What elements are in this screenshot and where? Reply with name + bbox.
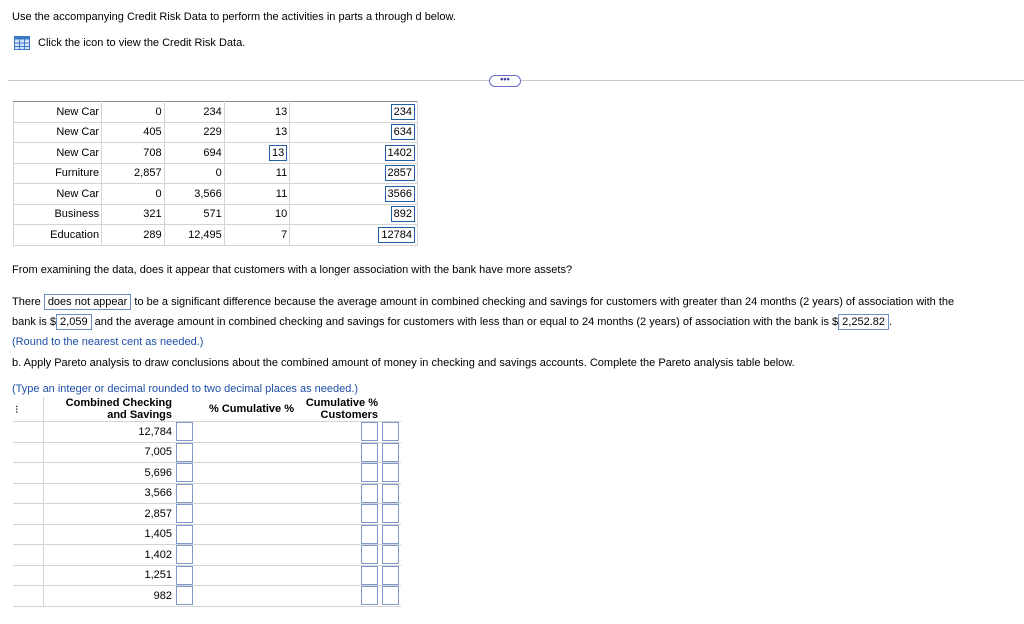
cum-customers-input[interactable]: [382, 484, 399, 503]
cum-customers-input-cell: [380, 524, 401, 545]
pct-input[interactable]: [176, 525, 193, 544]
cum-pct-input-cell: [296, 442, 380, 463]
savings-cell: [164, 184, 224, 205]
months-cell-value: 13: [274, 126, 288, 139]
answer-text-4: and the average amount in combined checking and savings for customers with less than or equal to 24 months (2 years) of association with the bank is $: [94, 316, 839, 328]
savings-cell: [164, 163, 224, 184]
checking-cell-value: 708: [143, 146, 162, 159]
months-cell: [224, 225, 289, 246]
purpose-cell-value: New Car: [56, 105, 100, 118]
months-cell-value: 11: [275, 187, 288, 200]
months-cell: [224, 163, 289, 184]
cum-pct-input[interactable]: [361, 443, 378, 462]
combined-cell: [290, 122, 418, 143]
purpose-cell-value: New Car: [56, 126, 100, 139]
checking-cell: [102, 122, 164, 143]
cum-pct-input[interactable]: [361, 422, 378, 441]
pareto-row: [13, 524, 401, 545]
pct-input-cell: [174, 545, 296, 566]
combined-cell: [290, 204, 418, 225]
credit-risk-data-table: [13, 101, 418, 246]
cum-customers-input-cell: [380, 442, 401, 463]
data-row: [14, 225, 418, 246]
savings-cell: [164, 225, 224, 246]
checking-cell-value: 321: [143, 208, 162, 221]
cum-customers-input[interactable]: [382, 545, 399, 564]
combined-cell: [290, 225, 418, 246]
savings-cell-value: 0: [215, 167, 222, 180]
data-row: [14, 143, 418, 164]
combined-cell-value[interactable]: 1402: [385, 145, 415, 161]
more-options-button[interactable]: •••: [489, 75, 521, 87]
pareto-row: [13, 504, 401, 525]
combined-value: 3,566: [44, 483, 175, 504]
avg-greater-24-input[interactable]: 2,059: [56, 314, 92, 330]
cum-customers-input[interactable]: [382, 443, 399, 462]
purpose-cell: [14, 122, 102, 143]
pareto-row: [13, 545, 401, 566]
cum-pct-input[interactable]: [361, 586, 378, 605]
combined-value: 1,402: [44, 545, 175, 566]
checking-cell: [102, 163, 164, 184]
combined-cell-value[interactable]: 892: [391, 206, 415, 222]
pct-input-cell: [174, 504, 296, 525]
row-spacer: [13, 463, 44, 484]
pareto-table: [13, 397, 401, 607]
purpose-cell: [14, 204, 102, 225]
months-cell-value: 13: [274, 105, 288, 118]
savings-cell: [164, 204, 224, 225]
pct-input-cell: [174, 565, 296, 586]
cum-pct-input-cell: [296, 422, 380, 443]
pct-input-cell: [174, 442, 296, 463]
combined-value: 1,405: [44, 524, 175, 545]
cum-pct-input[interactable]: [361, 463, 378, 482]
combined-cell: [290, 163, 418, 184]
combined-cell-value[interactable]: 3566: [385, 186, 415, 202]
months-cell-value: 7: [281, 228, 288, 241]
answer-text-3: bank is $: [12, 316, 57, 328]
savings-cell-value: 694: [203, 146, 222, 159]
checking-cell: [102, 204, 164, 225]
months-cell-value[interactable]: 13: [269, 145, 287, 161]
checking-cell: [102, 225, 164, 246]
header-customers: [296, 397, 380, 422]
pareto-row: [13, 463, 401, 484]
input-hint: (Type an integer or decimal rounded to two decimal places as needed.): [12, 383, 359, 395]
pct-input[interactable]: [176, 566, 193, 585]
avg-less-24-input[interactable]: 2,252.82: [838, 314, 889, 330]
pct-input[interactable]: [176, 443, 193, 462]
months-cell: [224, 102, 289, 123]
row-spacer: [13, 442, 44, 463]
combined-cell: [290, 184, 418, 205]
cum-pct-input-cell: [296, 504, 380, 525]
row-spacer: [13, 545, 44, 566]
checking-cell-value: 0: [155, 105, 162, 118]
credit-risk-link-text[interactable]: Click the icon to view the Credit Risk Data.: [38, 37, 246, 49]
combined-value: 982: [44, 586, 175, 607]
combined-cell-value[interactable]: 234: [391, 104, 415, 120]
cum-customers-input[interactable]: [382, 463, 399, 482]
cum-pct-input[interactable]: [361, 566, 378, 585]
header-combined: [44, 397, 175, 422]
question-b-text: b. Apply Pareto analysis to draw conclusions about the combined amount of money in checking and savings accounts. Complete the Pareto analysis table below.: [12, 357, 795, 369]
purpose-cell: [14, 102, 102, 123]
months-cell-value: 10: [274, 208, 288, 221]
savings-cell-value: 229: [203, 126, 222, 139]
months-cell-value: 11: [275, 167, 288, 180]
cum-pct-input-cell: [296, 586, 380, 607]
cum-pct-input-cell: [296, 565, 380, 586]
row-spacer: [13, 524, 44, 545]
row-spacer: [13, 586, 44, 607]
data-row: [14, 204, 418, 225]
cum-customers-input-cell: [380, 463, 401, 484]
cum-customers-input[interactable]: [382, 504, 399, 523]
checking-cell-value: 405: [143, 126, 162, 139]
checking-cell-value: 289: [143, 228, 162, 241]
row-spacer: [13, 565, 44, 586]
cum-customers-input[interactable]: [382, 586, 399, 605]
cum-customers-input[interactable]: [382, 422, 399, 441]
checking-cell-value: 0: [155, 187, 162, 200]
row-spacer: [13, 504, 44, 525]
pareto-row: [13, 483, 401, 504]
purpose-cell-value: Education: [50, 228, 100, 241]
pct-input[interactable]: [176, 422, 193, 441]
cum-pct-input-cell: [296, 524, 380, 545]
pct-input[interactable]: [176, 463, 193, 482]
checking-cell: [102, 143, 164, 164]
cum-pct-input-cell: [296, 483, 380, 504]
data-row: [14, 122, 418, 143]
pct-input[interactable]: [176, 484, 193, 503]
association-dropdown[interactable]: does not appear: [44, 294, 132, 310]
header-combined-line1: Combined Checking: [65, 397, 172, 409]
pct-input-cell: [174, 422, 296, 443]
cum-pct-input[interactable]: [361, 484, 378, 503]
purpose-cell-value: New Car: [56, 146, 100, 159]
header-combined-line2: and Savings: [107, 409, 172, 421]
pareto-row: [13, 565, 401, 586]
checking-cell: [102, 102, 164, 123]
cum-pct-input[interactable]: [361, 545, 378, 564]
row-marker: ⁝: [13, 397, 44, 422]
savings-cell-value: 234: [203, 105, 222, 118]
savings-cell: [164, 102, 224, 123]
combined-value: 5,696: [44, 463, 175, 484]
header-cumulative: % Cumulative %: [174, 397, 296, 422]
months-cell: [224, 122, 289, 143]
savings-cell: [164, 122, 224, 143]
data-row: [14, 184, 418, 205]
cum-customers-input-cell: [380, 586, 401, 607]
cum-pct-input-cell: [296, 545, 380, 566]
cum-pct-input[interactable]: [361, 504, 378, 523]
purpose-cell-value: Business: [54, 208, 100, 221]
answer-text-2: to be a significant difference because the average amount in combined checking and savings for customers with greater than 24 months (2 years) of association with the: [134, 296, 955, 308]
purpose-cell: [14, 163, 102, 184]
savings-cell: [164, 143, 224, 164]
header-customers-line1: Cumulative %: [305, 397, 378, 409]
checking-cell-value: 2,857: [134, 167, 162, 180]
purpose-cell-value: New Car: [56, 187, 100, 200]
combined-cell: [290, 143, 418, 164]
combined-value: 12,784: [44, 422, 175, 443]
months-cell: [224, 184, 289, 205]
header-customers-line2: Customers: [320, 409, 378, 421]
savings-cell-value: 12,495: [188, 228, 222, 241]
cum-customers-input-cell: [380, 504, 401, 525]
combined-value: 7,005: [44, 442, 175, 463]
months-cell: [224, 143, 289, 164]
purpose-cell: [14, 225, 102, 246]
months-cell: [224, 204, 289, 225]
combined-value: 2,857: [44, 504, 175, 525]
cum-customers-input-cell: [380, 422, 401, 443]
combined-cell: [290, 102, 418, 123]
pareto-row: [13, 422, 401, 443]
question-a-text: From examining the data, does it appear that customers with a longer association with the bank have more assets?: [12, 264, 573, 276]
pareto-row: [13, 442, 401, 463]
pct-input-cell: [174, 524, 296, 545]
pareto-row: [13, 586, 401, 607]
cum-customers-input[interactable]: [382, 566, 399, 585]
savings-cell-value: 571: [203, 208, 222, 221]
cum-pct-input-cell: [296, 463, 380, 484]
round-note: (Round to the nearest cent as needed.): [12, 336, 204, 348]
pct-input-cell: [174, 463, 296, 484]
purpose-cell: [14, 143, 102, 164]
savings-cell-value: 3,566: [194, 187, 222, 200]
data-row: [14, 163, 418, 184]
row-spacer: [13, 483, 44, 504]
data-row: [14, 102, 418, 123]
combined-cell-value[interactable]: 634: [391, 124, 415, 140]
answer-text-5: .: [888, 316, 893, 328]
cum-customers-input-cell: [380, 565, 401, 586]
combined-cell-value[interactable]: 2857: [385, 165, 415, 181]
answer-text-1: There: [12, 296, 41, 308]
purpose-cell: [14, 184, 102, 205]
pct-input-cell: [174, 483, 296, 504]
pct-input[interactable]: [176, 504, 193, 523]
cum-customers-input-cell: [380, 483, 401, 504]
cum-customers-input-cell: [380, 545, 401, 566]
combined-value: 1,251: [44, 565, 175, 586]
pct-input[interactable]: [176, 545, 193, 564]
pct-input[interactable]: [176, 586, 193, 605]
table-grid-icon[interactable]: [14, 36, 30, 50]
credit-risk-data-link[interactable]: [14, 36, 245, 50]
cum-pct-input[interactable]: [361, 525, 378, 544]
combined-cell-value[interactable]: 12784: [378, 227, 415, 243]
instructions-text: Use the accompanying Credit Risk Data to perform the activities in parts a through d below.: [12, 11, 456, 23]
row-spacer: [13, 422, 44, 443]
cum-customers-input[interactable]: [382, 525, 399, 544]
purpose-cell-value: Furniture: [55, 167, 100, 180]
pct-input-cell: [174, 586, 296, 607]
answer-paragraph: [12, 292, 1012, 352]
checking-cell: [102, 184, 164, 205]
